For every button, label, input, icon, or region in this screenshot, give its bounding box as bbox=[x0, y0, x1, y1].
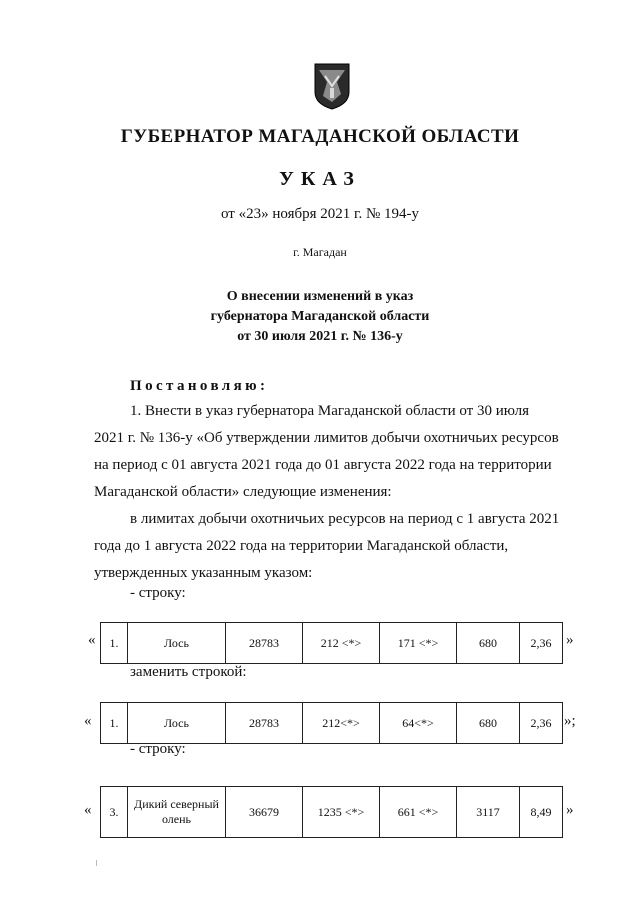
table-cell: Дикий северный олень bbox=[128, 787, 226, 838]
paragraph-line: года до 1 августа 2022 года на территории Магаданской области, bbox=[94, 538, 509, 554]
table-cell: 3117 bbox=[457, 787, 520, 838]
paragraph-line: на период с 01 августа 2021 года до 01 августа 2022 года на территории bbox=[94, 457, 552, 473]
table-cell: 28783 bbox=[226, 703, 303, 744]
table-cell: 1235 <*> bbox=[303, 787, 380, 838]
paragraph-1 bbox=[94, 398, 559, 506]
table-cell: 2,36 bbox=[520, 703, 563, 744]
close-quote: » bbox=[566, 632, 574, 648]
paragraph-line: в лимитах добычи охотничьих ресурсов на период с 1 августа 2021 bbox=[130, 511, 560, 527]
open-quote: « bbox=[84, 713, 92, 729]
scan-mark bbox=[96, 860, 97, 866]
close-quote: » bbox=[566, 802, 574, 818]
table-cell: 1. bbox=[101, 623, 128, 664]
table-cell: 1. bbox=[101, 703, 128, 744]
city: г. Магадан bbox=[293, 245, 347, 259]
table-cell: 8,49 bbox=[520, 787, 563, 838]
paragraph-2 bbox=[94, 506, 560, 587]
limits-table-row-reindeer bbox=[100, 786, 563, 838]
table-cell: 64<*> bbox=[380, 703, 457, 744]
paragraph-line: 1. Внести в указ губернатора Магаданской области от 30 июля bbox=[130, 403, 529, 419]
table-cell: 680 bbox=[457, 703, 520, 744]
subject-line: губернатора Магаданской области bbox=[210, 309, 430, 324]
table-cell: 212 <*> bbox=[303, 623, 380, 664]
limits-table-row-new bbox=[100, 702, 563, 744]
decree-subject bbox=[0, 287, 640, 347]
table-cell: 3. bbox=[101, 787, 128, 838]
open-quote: « bbox=[88, 632, 96, 648]
table-cell: Лось bbox=[128, 623, 226, 664]
paragraph-line: Магаданской области» следующие изменения: bbox=[94, 484, 392, 500]
table-cell: 661 <*> bbox=[380, 787, 457, 838]
postanovlyayu-heading: Постановляю: bbox=[130, 378, 269, 394]
decree-date-number: от «23» ноября 2021 г. № 194-у bbox=[220, 206, 420, 222]
limits-table-row-old bbox=[100, 622, 563, 664]
table-cell: 36679 bbox=[226, 787, 303, 838]
paragraph-line: 2021 г. № 136-у «Об утверждении лимитов добычи охотничьих ресурсов bbox=[94, 430, 559, 446]
table-cell: Лось bbox=[128, 703, 226, 744]
magadan-coat-of-arms-icon bbox=[313, 62, 351, 110]
authority-title: ГУБЕРНАТОР МАГАДАНСКОЙ ОБЛАСТИ bbox=[120, 126, 520, 147]
table-cell: 212<*> bbox=[303, 703, 380, 744]
row-label-old-2: - строку: bbox=[130, 741, 186, 757]
row-label-old: - строку: bbox=[130, 585, 186, 601]
table-cell: 171 <*> bbox=[380, 623, 457, 664]
open-quote: « bbox=[84, 802, 92, 818]
table-cell: 28783 bbox=[226, 623, 303, 664]
replace-with-label: заменить строкой: bbox=[130, 664, 247, 680]
table-cell: 2,36 bbox=[520, 623, 563, 664]
paragraph-line: утвержденных указанным указом: bbox=[94, 565, 313, 581]
close-quote: »; bbox=[564, 713, 576, 729]
subject-line: О внесении изменений в указ bbox=[226, 289, 414, 304]
table-cell: 680 bbox=[457, 623, 520, 664]
document-type: УКАЗ bbox=[279, 168, 361, 190]
subject-line: от 30 июля 2021 г. № 136-у bbox=[237, 329, 403, 344]
